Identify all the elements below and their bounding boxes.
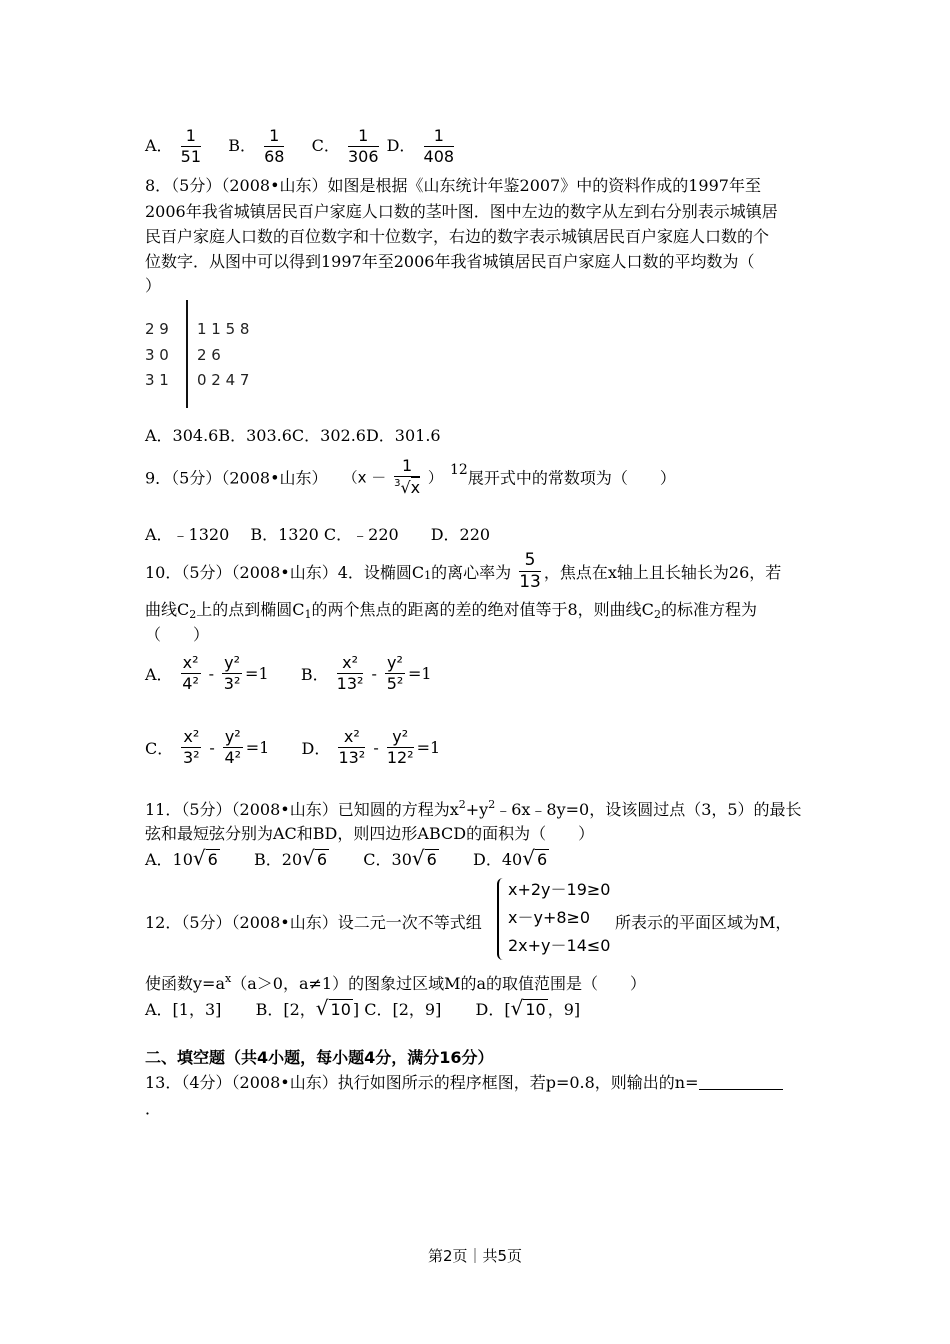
q10-line-2: 曲线$C_2$上的点到椭圆$C_1$的两个焦点的距离的差的绝对值等于8，则曲线$C_2$的标准方程为 — [145, 600, 757, 621]
page-footer: 第2页｜共5页 — [427, 1247, 523, 1265]
inequality-3: 2x+y－14≤0 — [508, 936, 611, 955]
q9-options: A．﹣1320 B．1320 C．﹣220 D．220 — [145, 525, 491, 544]
q8-line-3: 民百户家庭人口数的百位数字和十位数字，右边的数字表示城镇居民百户家庭人口数的个 — [145, 227, 770, 246]
q12-suffix: 所表示的平面区域为M， — [615, 913, 792, 932]
q10-options-cd: C． $\frac{\text{x²}}{\text{3²}}$ - $\frac{\text{y²}}{\text{4²}}$ =1 D． $\frac{\text{x²}}{\text{13²}}$ - $\frac{\text{y²}}{\text{12²}}$ =1 — [145, 727, 441, 767]
q13-end: ． — [145, 1099, 162, 1118]
q7-option-d-label: D． — [386, 136, 416, 155]
q7-options — [145, 128, 457, 165]
q10-line-3: （ ） — [145, 625, 210, 644]
q7-option-d-fraction: $\frac{1}{408}$ — [423, 126, 455, 166]
q9-expression: （x － $\frac{1}{^3√x}$ ） — [342, 456, 443, 497]
inequality-brace — [497, 878, 507, 960]
q8-line-4: 位数字．从图中可以得到1997年至2006年我省城镇居民百户家庭人口数的平均数为（ — [145, 252, 755, 271]
q11-line-2: 弦和最短弦分别为AC和BD，则四边形ABCD的面积为（ ） — [145, 824, 595, 843]
q10-line-1: 10．（5分）（2008•山东）4．设椭圆$C_1$的离心率为 $\frac{5}{13}$ ，焦点在x轴上且长轴长为26，若 — [145, 550, 782, 592]
stem-row-3-leaves: 0 2 4 7 — [197, 371, 250, 389]
inequality-1: x+2y－19≥0 — [508, 880, 611, 899]
stem-leaf-plot — [145, 300, 295, 410]
q7-option-b-label: B． — [228, 136, 256, 155]
q7-option-c-label: C． — [311, 136, 340, 155]
q12-options: A．[1，3] B．[2，√ 10 ] C．[2，9] D．[√ 10 ，9] — [145, 996, 581, 1020]
q12-prefix: 12．（5分）（2008•山东）设二元一次不等式组 — [145, 913, 482, 932]
q10-options-ab: A． $\frac{\text{x²}}{\text{4²}}$ - $\frac{\text{y²}}{\text{3²}}$ =1 B． $\frac{\text{x²}}{\text{13²}}$ - $\frac{\text{y²}}{\text{5²}}$ =1 — [145, 653, 432, 693]
q10-eccentricity-fraction: $\frac{5}{13}$ — [519, 550, 541, 592]
section-heading: 二、填空题（共4小题，每小题4分，满分16分） — [145, 1048, 494, 1067]
stem-row-1-stem: 2 9 — [145, 320, 169, 338]
q8-line-2: 2006年我省城镇居民百户家庭人口数的茎叶图．图中左边的数字从左到右分别表示城镇居 — [145, 202, 778, 221]
inequality-2: x－y+8≥0 — [508, 908, 591, 927]
q11-line-1: 11．（5分）（2008•山东）已知圆的方程为$x^2+y^2﹣6x﹣8y=0$，设该圆过点（3，5）的最长 — [145, 798, 802, 819]
q9-exponent: 12 — [450, 461, 468, 478]
q9-line — [145, 458, 676, 496]
q7-option-a-label: A． — [145, 136, 173, 155]
q7-option-b-fraction: $\frac{1}{68}$ — [264, 126, 285, 166]
inequality-system — [508, 876, 610, 960]
stem-leaf-divider — [186, 300, 188, 408]
q8-line-5: ） — [145, 276, 162, 295]
q9-prefix: 9．（5分）（2008•山东） — [145, 468, 328, 488]
q8-options: A．304.6B．303.6C．302.6D．301.6 — [145, 426, 441, 445]
q13-line: 13．（4分）（2008•山东）执行如图所示的程序框图，若p=0.8，则输出的n= — [145, 1070, 783, 1093]
q7-option-a-fraction: $\frac{1}{51}$ — [180, 126, 202, 166]
q7-option-c-fraction: $\frac{1}{306}$ — [347, 126, 379, 166]
q13-answer-blank — [699, 1075, 783, 1090]
stem-row-1-leaves: 1 1 5 8 — [197, 320, 250, 338]
q11-options: A．10√ 6 B．20√ 6 C．30√ 6 D．40√ 6 — [145, 846, 548, 870]
stem-row-2-leaves: 2 6 — [197, 346, 221, 364]
q12-line-2: 使函数$y=a^x(a>0$，a≠1）的图象过区域M的a的取值范围是（ ） — [145, 972, 646, 993]
q9-suffix: 展开式中的常数项为（ ） — [467, 468, 676, 488]
stem-row-2-stem: 3 0 — [145, 346, 169, 364]
q8-line-1: 8．（5分）（2008•山东）如图是根据《山东统计年鉴2007》中的资料作成的1997年至 — [145, 176, 761, 195]
stem-row-3-stem: 3 1 — [145, 371, 169, 389]
